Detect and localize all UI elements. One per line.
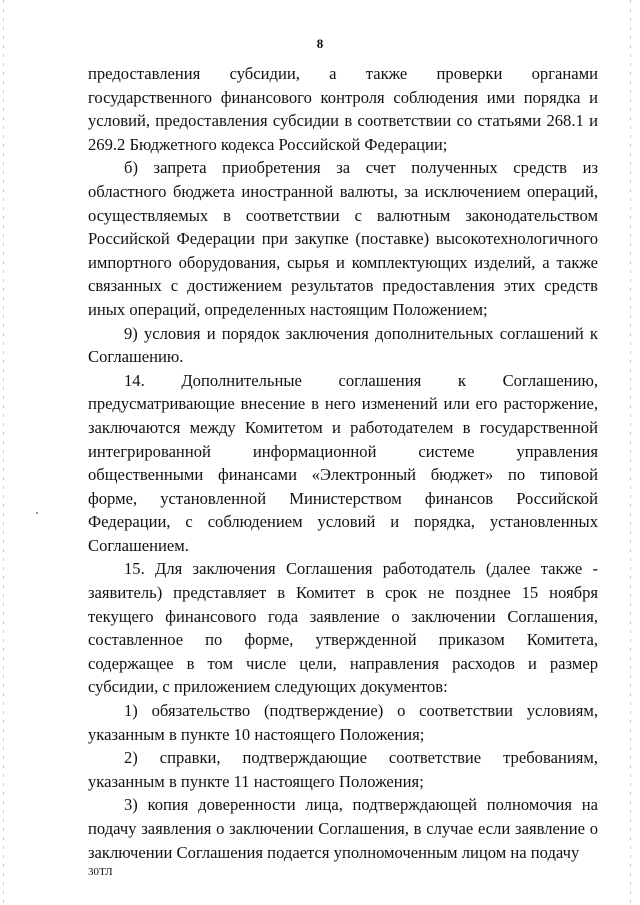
- paragraph-clause-14: 14. Дополнительные соглашения к Соглашению, предусматривающие внесение в него изменений или его расторжение, заключаются между Комитетом и работодателем в государственной интегрированной информационной системе управления общественными финансами «Электронный бюджет» по типовой форме, установленной Министерством финансов Российской Федерации, с соблюдением условий и порядка, установленных Соглашением.: [88, 370, 598, 555]
- paragraph-item-2: 2) справки, подтверждающие соответствие требованиям, указанным в пункте 11 настоящего Положения;: [88, 748, 598, 791]
- paragraph-item-9: 9) условия и порядок заключения дополнительных соглашений к Соглашению.: [88, 323, 598, 367]
- document-footer-code: 30ТЛ: [88, 866, 113, 878]
- scan-edge-right: [630, 0, 631, 905]
- document-body: [88, 62, 598, 864]
- scan-speck: [36, 512, 38, 514]
- paragraph-clause-15: 15. Для заключения Соглашения работодатель (далее также - заявитель) представляет в Комитет в срок не позднее 15 ноября текущего финансового года заявление о заключении Соглашения, составленное по форме, утвержденной приказом Комитета, содержащее в том числе цели, направления расходов и размер субсидии, с приложением следующих документов:: [88, 559, 598, 697]
- paragraph-item-3: 3) копия доверенности лица, подтверждающей полномочия на подачу заявления о заключении Соглашения, в случае если заявление о заключении Соглашения подается уполномоченным лицом на подачу: [88, 795, 598, 862]
- paragraph-item-1: 1) обязательство (подтверждение) о соответствии условиям, указанным в пункте 10 настоящего Положения;: [88, 701, 598, 744]
- page-number: 8: [316, 36, 324, 51]
- paragraph-continuation: предоставления субсидии, а также проверки органами государственного финансового контроля соблюдения ими порядка и условий, предоставления субсидии в соответствии со статьями 268.1 и 269.2 Бюджетного кодекса Российской Федерации;: [88, 64, 598, 154]
- paragraph-item-b: б) запрета приобретения за счет полученных средств из областного бюджета иностранной валюты, за исключением операций, осуществляемых в соответствии с валютным законодательством Российской Федерации при закупке (поставке) высокотехнологичного импортного оборудования, сырья и комплектующих изделий, а также связанных с достижением результатов предоставления этих средств иных операций, определенных настоящим Положением;: [88, 158, 598, 319]
- scan-edge-left: [3, 0, 4, 905]
